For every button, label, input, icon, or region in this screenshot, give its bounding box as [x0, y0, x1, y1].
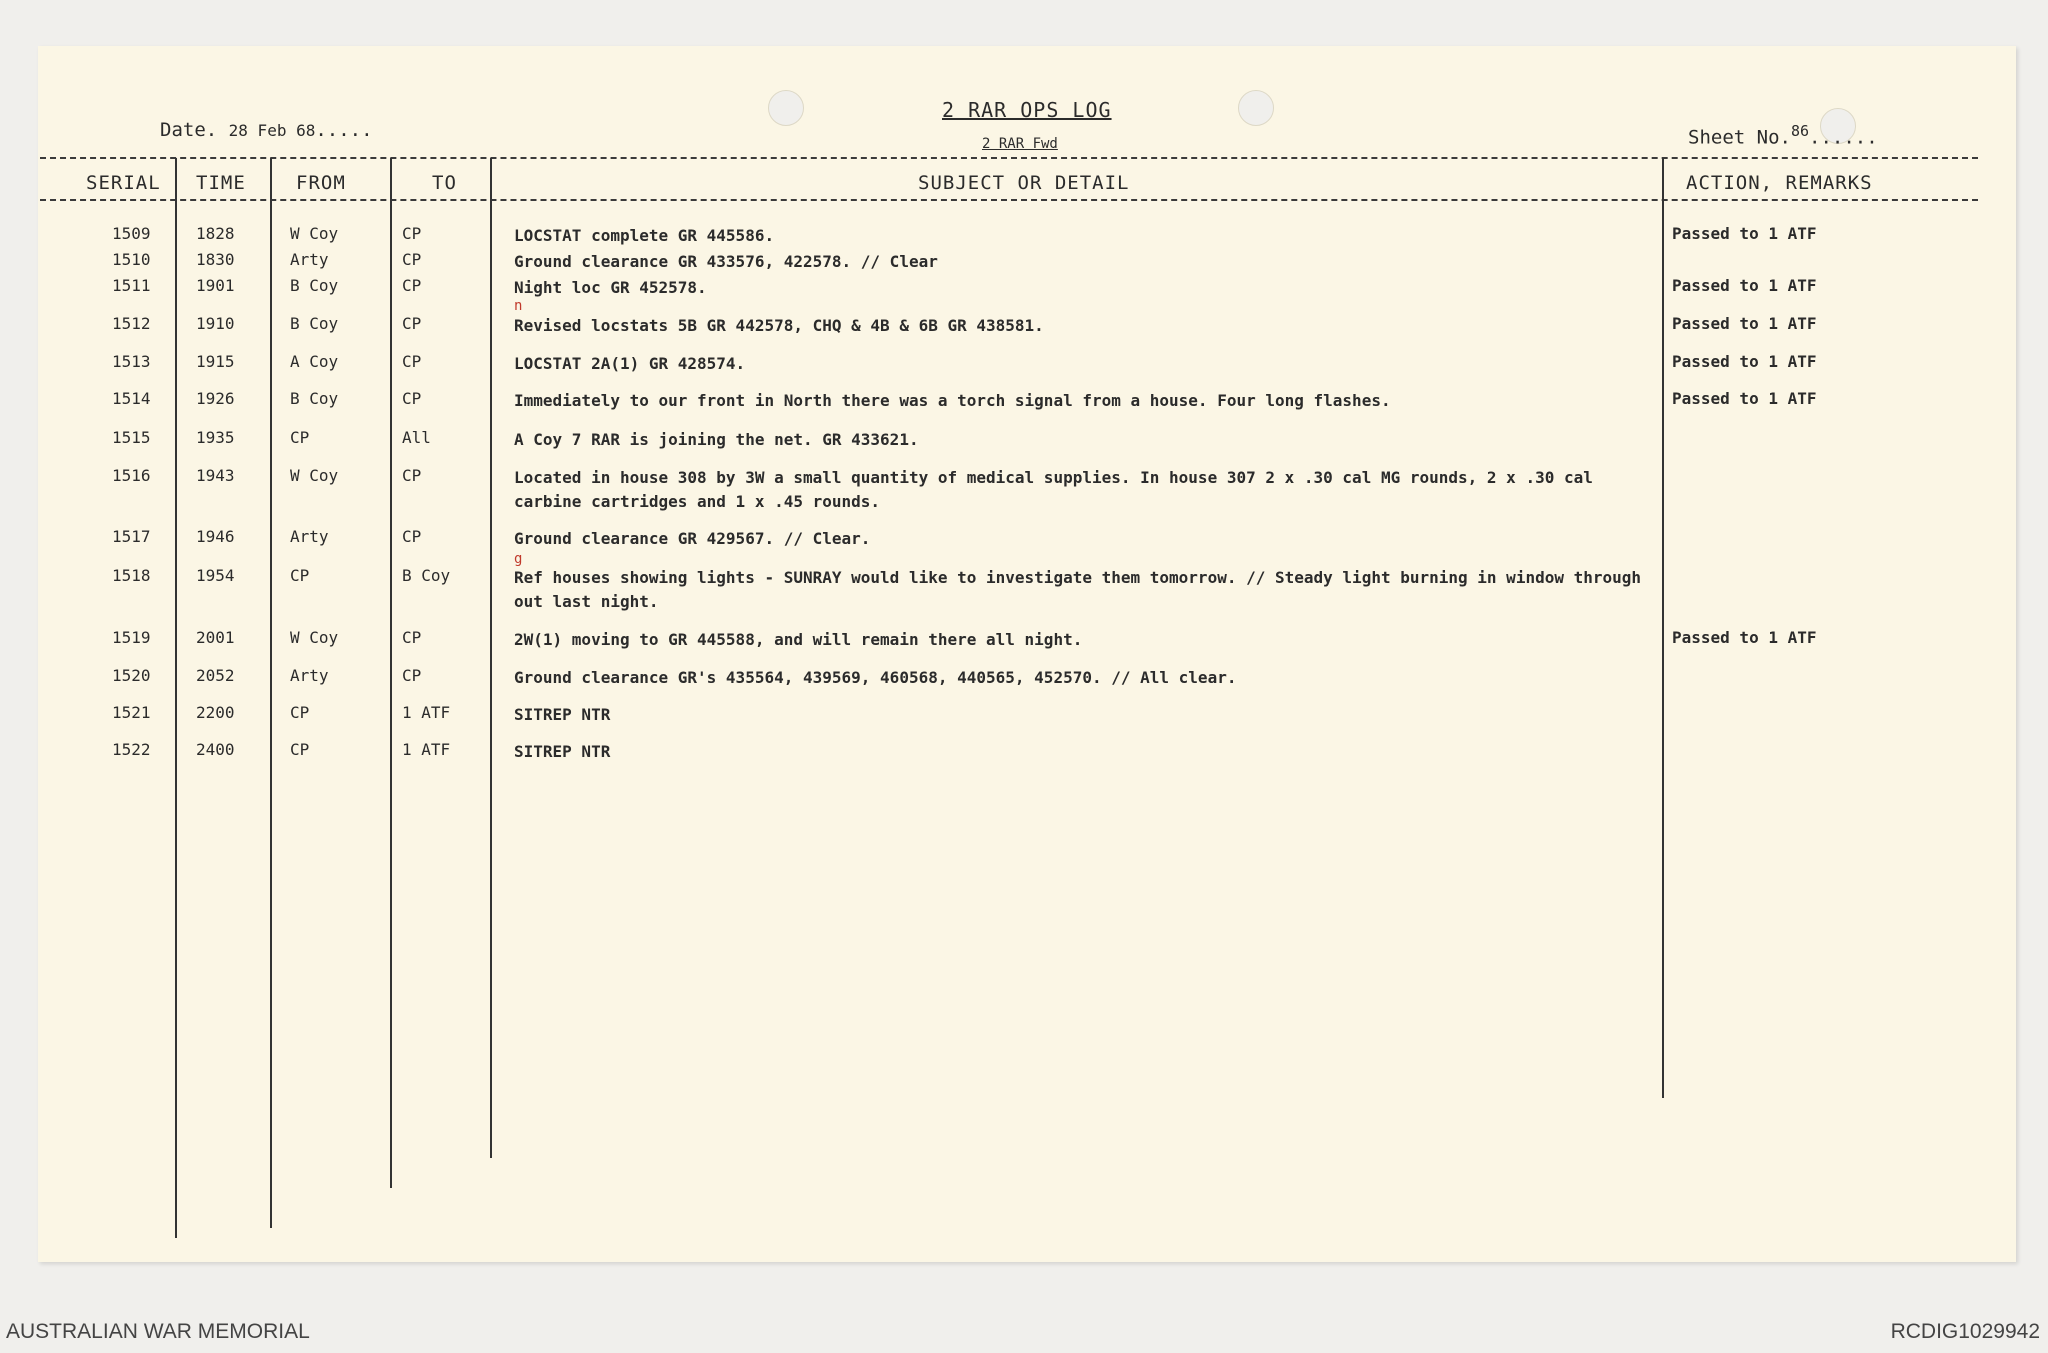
time-cell: 1946	[196, 527, 235, 546]
sheet-value: 86	[1790, 122, 1810, 140]
from-cell: W Coy	[290, 466, 339, 485]
to-cell: 1 ATF	[402, 703, 451, 722]
date-line	[160, 119, 373, 141]
header-rule-bottom	[40, 199, 1978, 201]
from-cell: Arty	[290, 250, 329, 269]
sheet-trail: ......	[1809, 126, 1878, 149]
time-cell: 1954	[196, 566, 235, 585]
footer-source: AUSTRALIAN WAR MEMORIAL	[6, 1320, 310, 1343]
from-cell: CP	[290, 566, 310, 585]
serial-cell: 1510	[112, 250, 151, 269]
from-cell: W Coy	[290, 628, 339, 647]
log-title: 2 RAR OPS LOG	[942, 98, 1112, 122]
detail-cell: Immediately to our front in North there was a torch signal from a house. Four long flashes.	[514, 391, 1391, 410]
detail-cell: LOCSTAT 2A(1) GR 428574.	[514, 354, 746, 373]
time-cell: 1828	[196, 224, 235, 243]
time-cell: 1915	[196, 352, 235, 371]
serial-cell: 1517	[112, 527, 151, 546]
from-cell: B Coy	[290, 389, 339, 408]
serial-cell: 1515	[112, 428, 151, 447]
serial-cell: 1518	[112, 566, 151, 585]
to-cell: 1 ATF	[402, 740, 451, 759]
from-cell: B Coy	[290, 314, 339, 333]
action-cell: Passed to 1 ATF	[1672, 389, 1817, 408]
date-value: 28 Feb 68	[228, 121, 316, 140]
detail-cell: Ground clearance GR 429567. // Clear.	[514, 529, 871, 548]
detail-cell: Revised locstats 5B GR 442578, CHQ & 4B & 6B GR 438581.	[514, 316, 1044, 335]
punch-hole-right	[1238, 90, 1274, 126]
action-cell: Passed to 1 ATF	[1672, 276, 1817, 295]
detail-cell: Ground clearance GR 433576, 422578. // Clear	[514, 252, 938, 271]
time-cell: 1943	[196, 466, 235, 485]
detail-cell: SITREP NTR	[514, 705, 611, 724]
serial-cell: 1509	[112, 224, 151, 243]
footer-id: RCDIG1029942	[1890, 1320, 2040, 1343]
header-rule-top	[40, 157, 1978, 159]
date-trail: .....	[315, 119, 373, 141]
from-cell: W Coy	[290, 224, 339, 243]
col-serial: SERIAL	[86, 172, 161, 194]
divider-serial-time	[175, 158, 177, 1238]
serial-cell: 1513	[112, 352, 151, 371]
from-cell: Arty	[290, 666, 329, 685]
to-cell: CP	[402, 466, 422, 485]
red-correction-mark: g	[514, 551, 523, 567]
time-cell: 2200	[196, 703, 235, 722]
time-cell: 2400	[196, 740, 235, 759]
to-cell: CP	[402, 527, 422, 546]
detail-cell: SITREP NTR	[514, 742, 611, 761]
sheet-number-line	[1688, 122, 1878, 148]
time-cell: 1830	[196, 250, 235, 269]
detail-cell: Located in house 308 by 3W a small quantity of medical supplies. In house 307 2 x .30 cal MG rounds, 2 x .30 cal carbine cartridges and 1 x .45 rounds.	[514, 468, 1593, 511]
red-correction-mark: n	[514, 298, 523, 314]
time-cell: 1926	[196, 389, 235, 408]
serial-cell: 1521	[112, 703, 151, 722]
col-to: TO	[432, 172, 457, 194]
divider-time-from	[270, 158, 272, 1228]
detail-cell: 2W(1) moving to GR 445588, and will remain there all night.	[514, 630, 1083, 649]
divider-detail-action	[1662, 158, 1664, 1098]
col-detail: SUBJECT OR DETAIL	[918, 172, 1130, 194]
serial-cell: 1516	[112, 466, 151, 485]
to-cell: CP	[402, 224, 422, 243]
to-cell: CP	[402, 314, 422, 333]
col-time: TIME	[196, 172, 246, 194]
time-cell: 1901	[196, 276, 235, 295]
from-cell: B Coy	[290, 276, 339, 295]
action-cell: Passed to 1 ATF	[1672, 224, 1817, 243]
date-label: Date.	[160, 119, 218, 141]
log-subtitle: 2 RAR Fwd	[982, 136, 1058, 152]
to-cell: CP	[402, 276, 422, 295]
col-action: ACTION, REMARKS	[1686, 172, 1873, 194]
punch-hole-left	[768, 90, 804, 126]
to-cell: CP	[402, 666, 422, 685]
time-cell: 1910	[196, 314, 235, 333]
time-cell: 2052	[196, 666, 235, 685]
detail-cell: LOCSTAT complete GR 445586.	[514, 226, 775, 245]
serial-cell: 1520	[112, 666, 151, 685]
serial-cell: 1522	[112, 740, 151, 759]
to-cell: All	[402, 428, 431, 447]
serial-cell: 1514	[112, 389, 151, 408]
from-cell: A Coy	[290, 352, 339, 371]
to-cell: CP	[402, 628, 422, 647]
from-cell: Arty	[290, 527, 329, 546]
to-cell: B Coy	[402, 566, 451, 585]
detail-cell: A Coy 7 RAR is joining the net. GR 433621.	[514, 430, 919, 449]
to-cell: CP	[402, 250, 422, 269]
sheet-label: Sheet No.	[1688, 126, 1791, 149]
col-from: FROM	[296, 172, 346, 194]
action-cell: Passed to 1 ATF	[1672, 352, 1817, 371]
to-cell: CP	[402, 352, 422, 371]
time-cell: 2001	[196, 628, 235, 647]
from-cell: CP	[290, 428, 310, 447]
divider-from-to	[390, 158, 392, 1188]
divider-to-detail	[490, 158, 492, 1158]
serial-cell: 1519	[112, 628, 151, 647]
serial-cell: 1512	[112, 314, 151, 333]
serial-cell: 1511	[112, 276, 151, 295]
detail-cell: Night loc GR 452578.	[514, 278, 707, 297]
from-cell: CP	[290, 703, 310, 722]
time-cell: 1935	[196, 428, 235, 447]
action-cell: Passed to 1 ATF	[1672, 314, 1817, 333]
detail-cell: Ref houses showing lights - SUNRAY would like to investigate them tomorrow. // Steady light burning in window through out last night.	[514, 568, 1642, 611]
to-cell: CP	[402, 389, 422, 408]
from-cell: CP	[290, 740, 310, 759]
action-cell: Passed to 1 ATF	[1672, 628, 1817, 647]
detail-cell: Ground clearance GR's 435564, 439569, 460568, 440565, 452570. // All clear.	[514, 668, 1237, 687]
